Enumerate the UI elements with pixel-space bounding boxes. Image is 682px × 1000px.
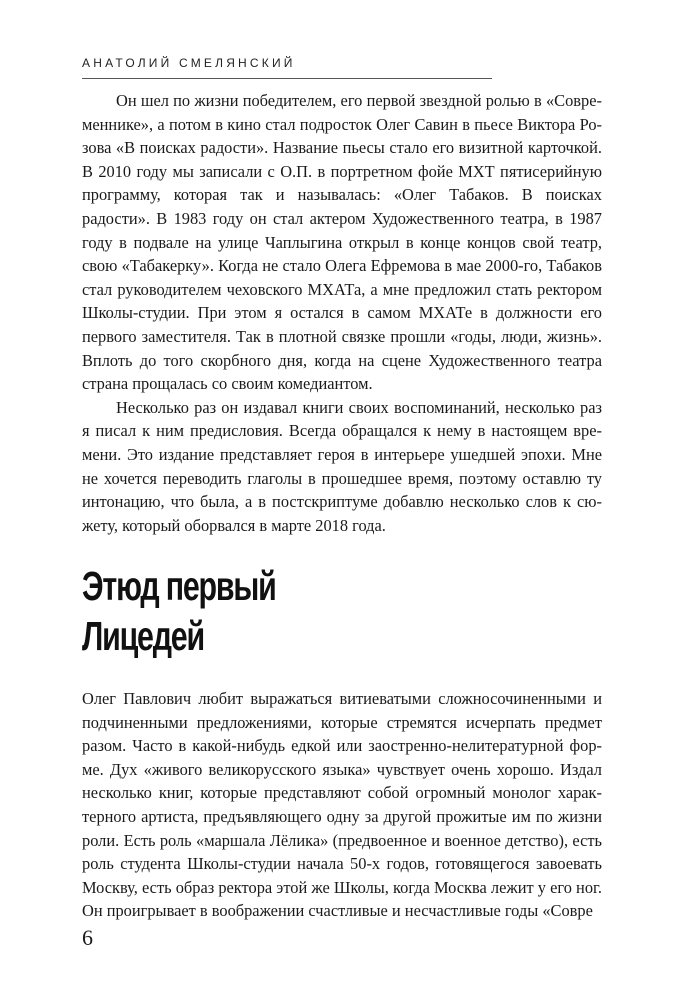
paragraph: Несколько раз он издавал книги своих воспоминаний, несколько раз я писал к ним предисловия. Всегда обращался к нему в настоящем времени. Это издание представляет героя в интерьере ушедшей эпохи. Мне не хочется переводить глаголы в прошедшее время, поэтому оставлю ту интонацию, что была, а в постскриптуме добавлю несколько слов к сюжету, который оборвался в марте 2018 года. [82, 397, 602, 535]
chapter-body-text [82, 687, 602, 923]
chapter-title-line-1: Этюд первый [82, 563, 276, 609]
page-number: 6 [82, 925, 93, 950]
intro-text [82, 89, 602, 537]
running-head: АНАТОЛИЙ СМЕЛЯНСКИЙ [82, 56, 296, 70]
paragraph: Он шел по жизни победителем, его первой звездной ролью в «Современнике», а потом в кино стал подросток Олег Савин в пьесе Виктора Розова «В поисках радости». Название пьесы стало его визитной карточкой. В 2010 году мы записали с О.П. в портретном фойе МХТ пятисерийную программу, которая так и называлась: «Олег Табаков. В поисках радости». В 1983 году он стал актером Художественного театра, в 1987 году в подвале на улице Чаплыгина открыл в конце концов свой театр, свою «Табакерку». Когда не стало Олега Ефремова в мае 2000-го, Табаков стал руководителем чеховского МХАТа, а мне предложил стать ректором Школы-студии. При этом я остался в самом МХАТе в должности его первого заместителя. Так в плотной связке прошли «годы, люди, жизнь». Вплоть до того скорбного дня, когда на сцене Художественного театра страна прощалась со своим комедиантом. [82, 91, 602, 394]
header-rule [82, 78, 492, 79]
chapter-title [82, 561, 276, 661]
paragraph: Олег Павлович любит выражаться витиеватыми сложносочиненными и подчиненными предложениями, которые стремятся исчерпать предмет разом. Часто в какой-нибудь едкой или заостренно-нелитературной форме. Дух «живого великорусского языка» чувствует очень хорошо. Издал несколько книг, которые представляют собой огромный монолог характерного артиста, предъявляющего одну за другой прожитые им по жизни роли. Есть роль «маршала Лёлика» (предвоенное и военное детство), есть роль студента Школы-студии начала 50-х годов, готовящегося завоевать Москву, есть образ ректора этой же Школы, когда Москва лежит у его ног. Он проигрывает в воображении счастливые и несчастливые годы «Совре [82, 689, 602, 921]
chapter-title-line-2: Лицедей [82, 613, 204, 659]
